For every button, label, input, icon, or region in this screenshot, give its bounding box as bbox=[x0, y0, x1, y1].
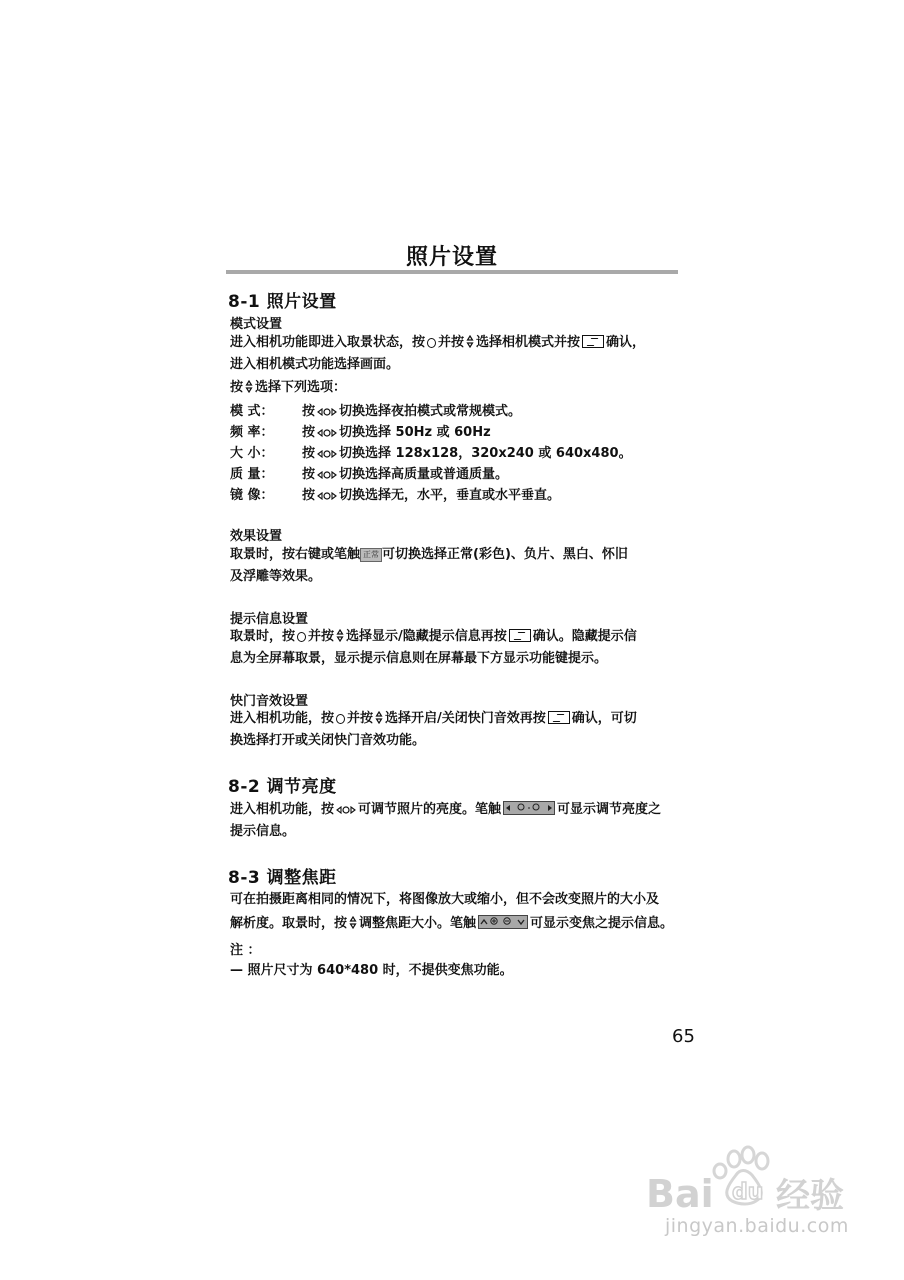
shutter-sound-paragraph: 进入相机功能，按 并按 选择开启/关闭快门音效再按 确认，可切 换选择打开或关闭快门音效功能。 bbox=[230, 711, 637, 748]
title-underline bbox=[226, 270, 678, 274]
shutter-sound-heading: 快门音效设置 bbox=[230, 694, 309, 709]
brightness-paragraph: 进入相机功能，按 可调节照片的亮度。笔触 可显示调节亮度之 提示信息。 bbox=[230, 802, 662, 839]
mode-settings-paragraph bbox=[230, 332, 680, 376]
page-number: 65 bbox=[672, 1026, 695, 1047]
note-text: — 照片尺寸为 640*480 时，不提供变焦功能。 bbox=[230, 963, 513, 978]
mode-settings-heading: 模式设置 bbox=[230, 317, 283, 332]
effect-normal-tag: 正常 bbox=[360, 548, 382, 562]
watermark-url: jingyan.baidu.com bbox=[665, 1215, 849, 1237]
left-right-joystick-icon bbox=[317, 470, 337, 480]
confirm-key-icon bbox=[582, 335, 604, 348]
left-right-joystick-icon bbox=[317, 407, 337, 417]
section-heading-8-1: 8-1 照片设置 bbox=[228, 292, 337, 312]
confirm-key-icon bbox=[548, 711, 570, 724]
left-right-joystick-icon bbox=[317, 428, 337, 438]
svg-text:du: du bbox=[732, 1180, 764, 1205]
ok-circle-icon bbox=[336, 714, 345, 724]
effect-settings-paragraph: 取景时，按右键或笔触 正常 可切换选择正常(彩色)、负片、黑白、怀旧 及浮雕等效果。 bbox=[230, 547, 628, 584]
up-down-joystick-icon bbox=[466, 335, 474, 348]
select-options-intro: 按 选择下列选项： bbox=[230, 380, 347, 395]
svg-text:Bai: Bai bbox=[646, 1172, 714, 1216]
zoom-control-bar-icon bbox=[478, 915, 528, 929]
left-right-joystick-icon bbox=[336, 805, 356, 815]
brightness-control-bar-icon bbox=[503, 801, 555, 815]
left-right-joystick-icon bbox=[317, 449, 337, 459]
up-down-joystick-icon bbox=[375, 711, 383, 724]
section-heading-8-2: 8-2 调节亮度 bbox=[228, 777, 337, 797]
mode-line-1: 进入相机功能即进入取景状态，按 并按 选择相机模式并按 确认， bbox=[230, 335, 646, 350]
section-heading-8-3: 8-3 调整焦距 bbox=[228, 868, 337, 888]
note-label: 注 ： bbox=[230, 943, 261, 958]
info-settings-heading: 提示信息设置 bbox=[230, 612, 309, 627]
confirm-key-icon bbox=[509, 629, 531, 642]
effect-settings-heading: 效果设置 bbox=[230, 529, 283, 544]
ok-circle-icon bbox=[427, 338, 436, 348]
up-down-joystick-icon bbox=[349, 916, 357, 929]
page-title: 照片设置 bbox=[405, 245, 498, 270]
up-down-joystick-icon bbox=[336, 629, 344, 642]
left-right-joystick-icon bbox=[317, 491, 337, 501]
zoom-paragraph: 可在拍摄距离相同的情况下，将图像放大或缩小，但不会改变照片的大小及 解析度。取景时，按 调整焦距大小。笔触 可显示变焦之提示信息。 bbox=[230, 892, 674, 931]
info-settings-paragraph: 取景时，按 并按 选择显示/隐藏提示信息再按 确认。隐藏提示信 息为全屏幕取景，显示提示信息则在屏幕最下方显示功能键提示。 bbox=[230, 629, 637, 666]
up-down-joystick-icon bbox=[245, 380, 253, 393]
mode-line-2: 进入相机模式功能选择画面。 bbox=[230, 357, 400, 372]
ok-circle-icon bbox=[297, 632, 306, 642]
svg-text:经验: 经验 bbox=[776, 1176, 844, 1216]
